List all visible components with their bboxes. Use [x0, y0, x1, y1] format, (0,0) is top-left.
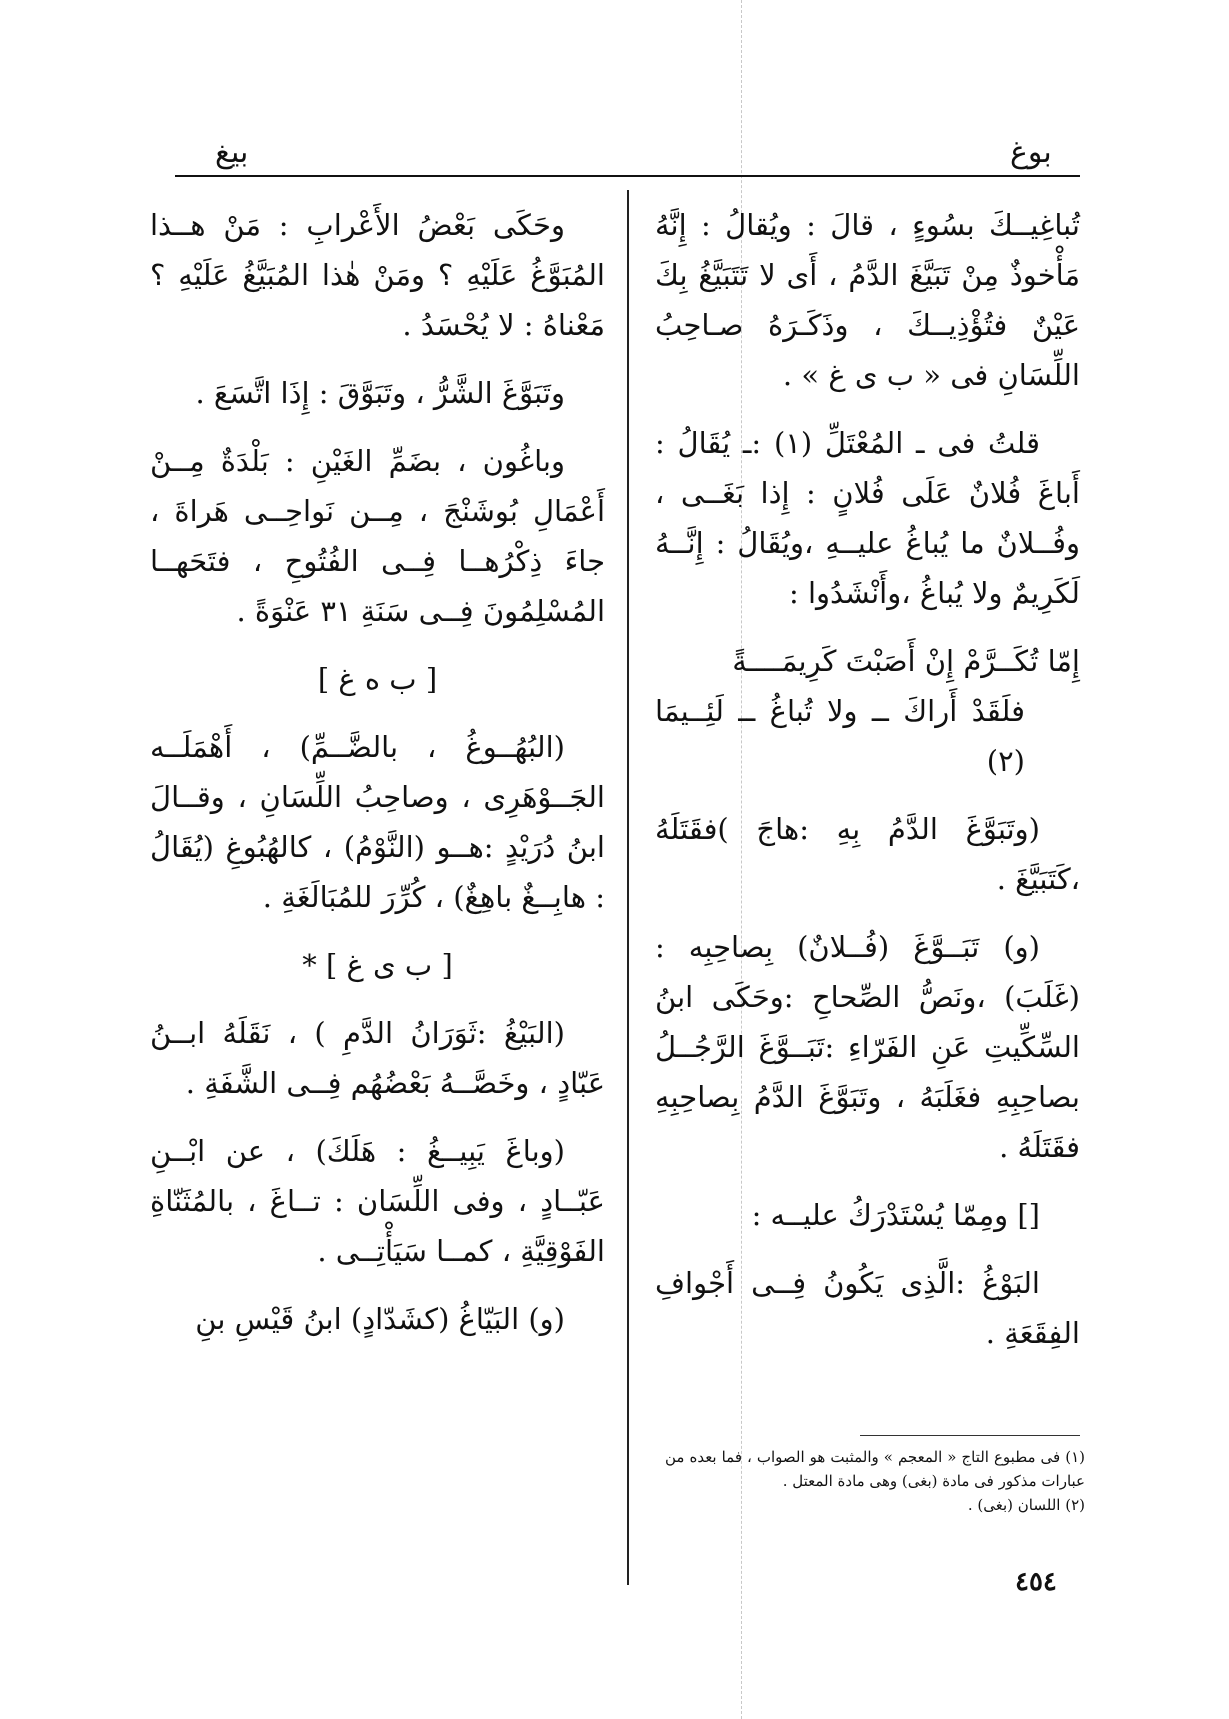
right-paragraph-3: (وتَبَوَّغَ الدَّمُ بِهِ :هاجَ )فقَتَلَهُ ،كَتَبَيَّغَ . — [655, 812, 1080, 896]
left-paragraph-1: وحَكَى بَعْضُ الأَعْرابِ : مَنْ هــذا المُبَوَّغُ عَلَيْهِ ؟ ومَنْ هٰذا المُبَيَّغُ عَلَيْهِ ؟ مَعْناهُ : لا يُحْسَدُ . — [150, 208, 605, 342]
left-paragraph-2: وتَبَوَّغَ الشَّرُّ ، وتَبَوَّقَ : إِذَا اتَّسَعَ . — [195, 376, 565, 410]
running-header-right: بوغ — [1010, 135, 1052, 170]
left-paragraph-byg-1: (البَيْغُ :ثَوَرَانُ الدَّمِ ) ، نَقَلَهُ ابــنُ عَبّادٍ ، وخَصَّــهُ بَعْضُهُم فِــى الشَّفَةِ . — [150, 1016, 605, 1100]
running-header-left: بيغ — [215, 135, 249, 170]
right-column — [655, 200, 1080, 1376]
page-number: ٤٥٤ — [1015, 1567, 1057, 1597]
right-paragraph-6: البَوْغُ :الَّذِى يَكُونُ فِــى أَجْوافِ الفِقَعَةِ . — [655, 1266, 1080, 1350]
footnote-2: (٢) اللسان (بغى) . — [967, 1496, 1085, 1514]
column-divider — [627, 190, 629, 1585]
verse-line-2: فلَقَدْ أَراكَ ــ ولا تُباغُ ــ لَئِــيمَا (٢) — [655, 694, 1025, 778]
right-paragraph-5: [] ومِمّا يُسْتَدْرَكُ عليــه : — [751, 1198, 1040, 1232]
entry-heading-byg: [ ب ى غ ] * — [302, 948, 453, 982]
footnote-rule — [860, 1435, 1080, 1436]
right-paragraph-1: تُباغِيــكَ بسُوءٍ ، قالَ : ويُقالُ : إِنَّهُ مَأْخوذٌ مِنْ تَبَيَّغَ الدَّمُ ، أَى لا تَتَبَيَّغُ بِكَ عَيْنٌ فتُؤْذِيــكَ ، وذَكَـرَهُ صـاحِبُ اللِّسَانِ فى « ب ى غ » . — [655, 208, 1080, 392]
verse-line-1: إِمّا تُكَــرَّمْ إِنْ أَصَبْتَ كَرِيمَــــةً — [732, 644, 1080, 678]
entry-heading-bhg: [ ب ه غ ] — [317, 662, 438, 696]
footnotes — [665, 1445, 1085, 1517]
header-rule — [175, 175, 1080, 177]
right-paragraph-4: (و) تَبَــوَّغَ (فُــلانٌ) بِصاحِبِه : (غَلَبَ) ،ونَصُّ الصِّحاحِ :وحَكَى ابنُ السِّكِّيتِ عَنِ الفَرّاءِ :تَبَــوَّغَ الرَّجُــلُ بصاحِبِهِ فغَلَبَهُ ، وتَبَوَّغَ الدَّمُ بِصاحِبِهِ فقَتَلَهُ . — [655, 930, 1080, 1164]
verse — [655, 636, 1080, 786]
left-paragraph-bhg: (البُهُــوغُ ، بالضَّــمِّ) ، أَهْمَلَــه الجَــوْهَرِى ، وصاحِبُ اللِّسَانِ ، وقــالَ ابنُ دُرَيْدٍ :هــو (النَّوْمُ) ، كالهُبُوغِ (يُقَالُ : هابِــغٌ باهِغٌ) ، كُرِّرَ للمُبَالَغَةِ . — [150, 730, 605, 914]
left-paragraph-3: وباغُون ، بضَمِّ الغَيْنِ : بَلْدَةٌ مِــنْ أَعْمَالِ بُوشَنْجَ ، مِــن نَواحِــى هَراةَ ، جاءَ ذِكْرُهــا فِــى الفُتُوحِ ، فتَحَهــا المُسْلِمُونَ فِــى سَنَةِ ٣١ عَنْوَةً . — [150, 444, 605, 628]
left-column — [150, 200, 605, 1362]
right-paragraph-2: قلتُ فى ـ المُعْتَلِّ (١) :ـ يُقَالُ : أَباغَ فُلانٌ عَلَى فُلانٍ : إِذا بَغَــى ، وفُــلانٌ ما يُباغُ عليــهِ ،ويُقَالُ : إِنَّــهُ لَكَرِيمٌ ولا يُباغُ ،وأَنْشَدُوا : — [655, 426, 1080, 610]
footnote-1: (١) فى مطبوع التاج « المعجم » والمثبت هو الصواب ، فما بعده من عبارات مذكور فى مادة (بغى) وهى مادة المعتل . — [665, 1448, 1085, 1490]
left-paragraph-byg-2: (وباغَ يَبِيــغُ : هَلَكَ) ، عن ابْــنِ عَبّــادٍ ، وفى اللِّسَان : تــاغَ ، بالمُثَنّاةِ الفَوْقِيَّةِ ، كمــا سَيَأْتِــى . — [150, 1134, 605, 1268]
left-paragraph-byg-3: (و) البَيّاغُ (كشَدّادٍ) ابنُ قَيْسِ بنِ — [195, 1302, 565, 1336]
